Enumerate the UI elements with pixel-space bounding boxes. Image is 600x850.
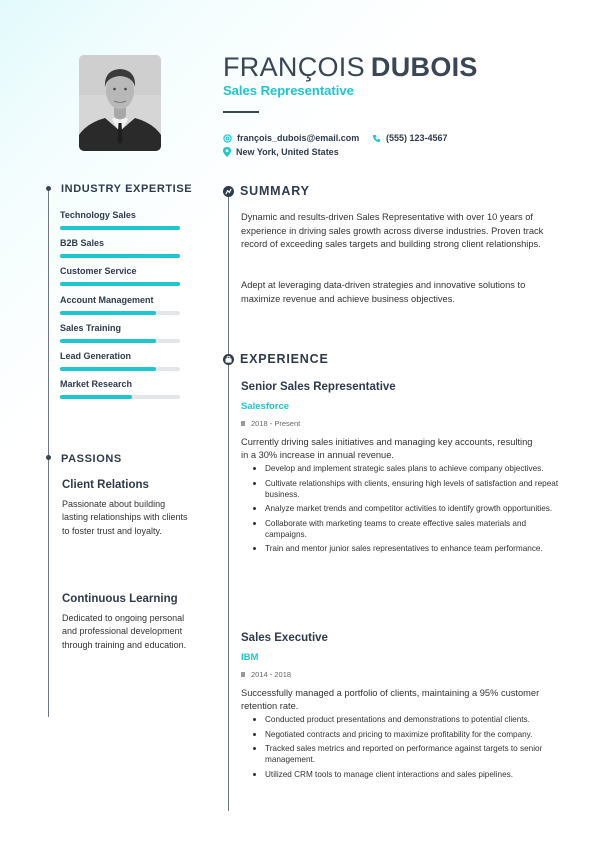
skill-label: Lead Generation xyxy=(60,351,132,361)
passion-description: Passionate about building lasting relationships with clients to foster trust and loyalty. xyxy=(62,499,188,536)
skill-bar xyxy=(60,367,180,371)
skill-item xyxy=(60,379,185,399)
phone-icon xyxy=(372,134,381,143)
job-company: IBM xyxy=(241,652,259,663)
summary-paragraph: Dynamic and results-driven Sales Representative with over 10 years of experience in driving sales growth across diverse industries. Proven track record of exceeding sales targets and building strong client relationships. xyxy=(241,212,544,250)
skill-item xyxy=(60,295,185,315)
title-divider xyxy=(223,111,259,113)
expertise-heading: INDUSTRY EXPERTISE xyxy=(61,183,193,195)
job-bullet: Cultivate relationships with clients, ensuring high levels of satisfaction and repeat business. xyxy=(241,478,559,500)
job-description: Currently driving sales initiatives and managing key accounts, resulting in a 30% increase in annual revenue. xyxy=(241,437,533,460)
location-text: New York, United States xyxy=(236,147,339,157)
phone-text: (555) 123-4567 xyxy=(386,133,448,143)
skill-bar-fill xyxy=(60,367,156,371)
skill-item xyxy=(60,351,185,371)
skill-bar-fill xyxy=(60,311,156,315)
skill-bar xyxy=(60,282,180,286)
skill-item xyxy=(60,210,185,230)
skill-bar xyxy=(60,254,180,258)
skill-bar xyxy=(60,226,180,230)
location-pin-icon xyxy=(223,147,231,157)
job-bullet: Conducted product presentations and demonstrations to potential clients. xyxy=(241,714,559,725)
skill-bar-fill xyxy=(60,395,132,399)
passion-title: Client Relations xyxy=(62,479,149,491)
calendar-icon xyxy=(241,421,245,426)
job-bullets xyxy=(241,714,559,783)
skill-bar-fill xyxy=(60,254,180,258)
job-bullet: Tracked sales metrics and reported on performance against targets to senior management. xyxy=(241,743,559,765)
skill-item xyxy=(60,266,185,286)
skill-bar-fill xyxy=(60,282,180,286)
summary-heading: SUMMARY xyxy=(240,184,310,198)
job-dates-text: 2014 - 2018 xyxy=(251,670,292,679)
passion-description: Dedicated to ongoing personal and professional development through training and education. xyxy=(62,613,187,650)
job-company: Salesforce xyxy=(241,401,290,412)
skill-item xyxy=(60,238,185,258)
sidebar-timeline-line xyxy=(48,187,49,717)
job-title: Sales Representative xyxy=(223,83,354,98)
skill-label: Technology Sales xyxy=(60,210,136,220)
last-name: DUBOIS xyxy=(370,52,478,82)
skill-label: Account Management xyxy=(60,295,154,305)
skill-label: Customer Service xyxy=(60,266,137,276)
job-role: Sales Executive xyxy=(241,632,328,644)
first-name: FRANÇOIS xyxy=(223,52,365,82)
skill-bar-fill xyxy=(60,226,180,230)
calendar-icon xyxy=(241,672,245,677)
job-bullet: Train and mentor junior sales representatives to enhance team performance. xyxy=(241,543,559,554)
job-bullets xyxy=(241,463,559,558)
location-contact xyxy=(223,147,339,157)
skill-label: Sales Training xyxy=(60,323,122,333)
portrait-image xyxy=(79,55,161,151)
job-dates xyxy=(241,670,291,679)
job-bullet: Utilized CRM tools to manage client interactions and sales pipelines. xyxy=(241,769,559,780)
job-dates xyxy=(241,419,300,428)
phone-contact[interactable] xyxy=(372,133,448,143)
skill-bar xyxy=(60,395,180,399)
job-role: Senior Sales Representative xyxy=(241,381,396,393)
profile-photo xyxy=(79,55,161,151)
passion-title: Continuous Learning xyxy=(62,593,178,605)
skill-item xyxy=(60,323,185,343)
main-timeline-line xyxy=(228,191,229,811)
at-icon xyxy=(223,134,232,143)
job-dates-text: 2018 - Present xyxy=(251,419,301,428)
candidate-name xyxy=(223,52,478,83)
passions-timeline-dot xyxy=(46,455,51,460)
summary-icon xyxy=(223,186,234,197)
briefcase-icon xyxy=(223,354,234,365)
skill-label: B2B Sales xyxy=(60,238,105,248)
skill-bar xyxy=(60,339,180,343)
experience-heading: EXPERIENCE xyxy=(240,352,329,366)
passions-heading: PASSIONS xyxy=(61,453,122,465)
job-description: Successfully managed a portfolio of clients, maintaining a 95% customer retention rate. xyxy=(241,688,540,711)
skill-label: Market Research xyxy=(60,379,133,389)
job-bullet: Negotiated contracts and pricing to maximize profitability for the company. xyxy=(241,729,559,740)
job-bullet: Develop and implement strategic sales plans to achieve company objectives. xyxy=(241,463,559,474)
job-bullet: Analyze market trends and competitor activities to identify growth opportunities. xyxy=(241,503,559,514)
job-bullet: Collaborate with marketing teams to create effective sales materials and campaigns. xyxy=(241,518,559,540)
email-text: françois_dubois@email.com xyxy=(237,133,360,143)
email-contact[interactable] xyxy=(223,133,359,143)
skill-bar xyxy=(60,311,180,315)
summary-paragraph: Adept at leveraging data-driven strategies and innovative solutions to maximize revenue and achieve business objectives. xyxy=(241,280,526,304)
expertise-timeline-dot xyxy=(46,186,51,191)
skill-bar-fill xyxy=(60,339,156,343)
